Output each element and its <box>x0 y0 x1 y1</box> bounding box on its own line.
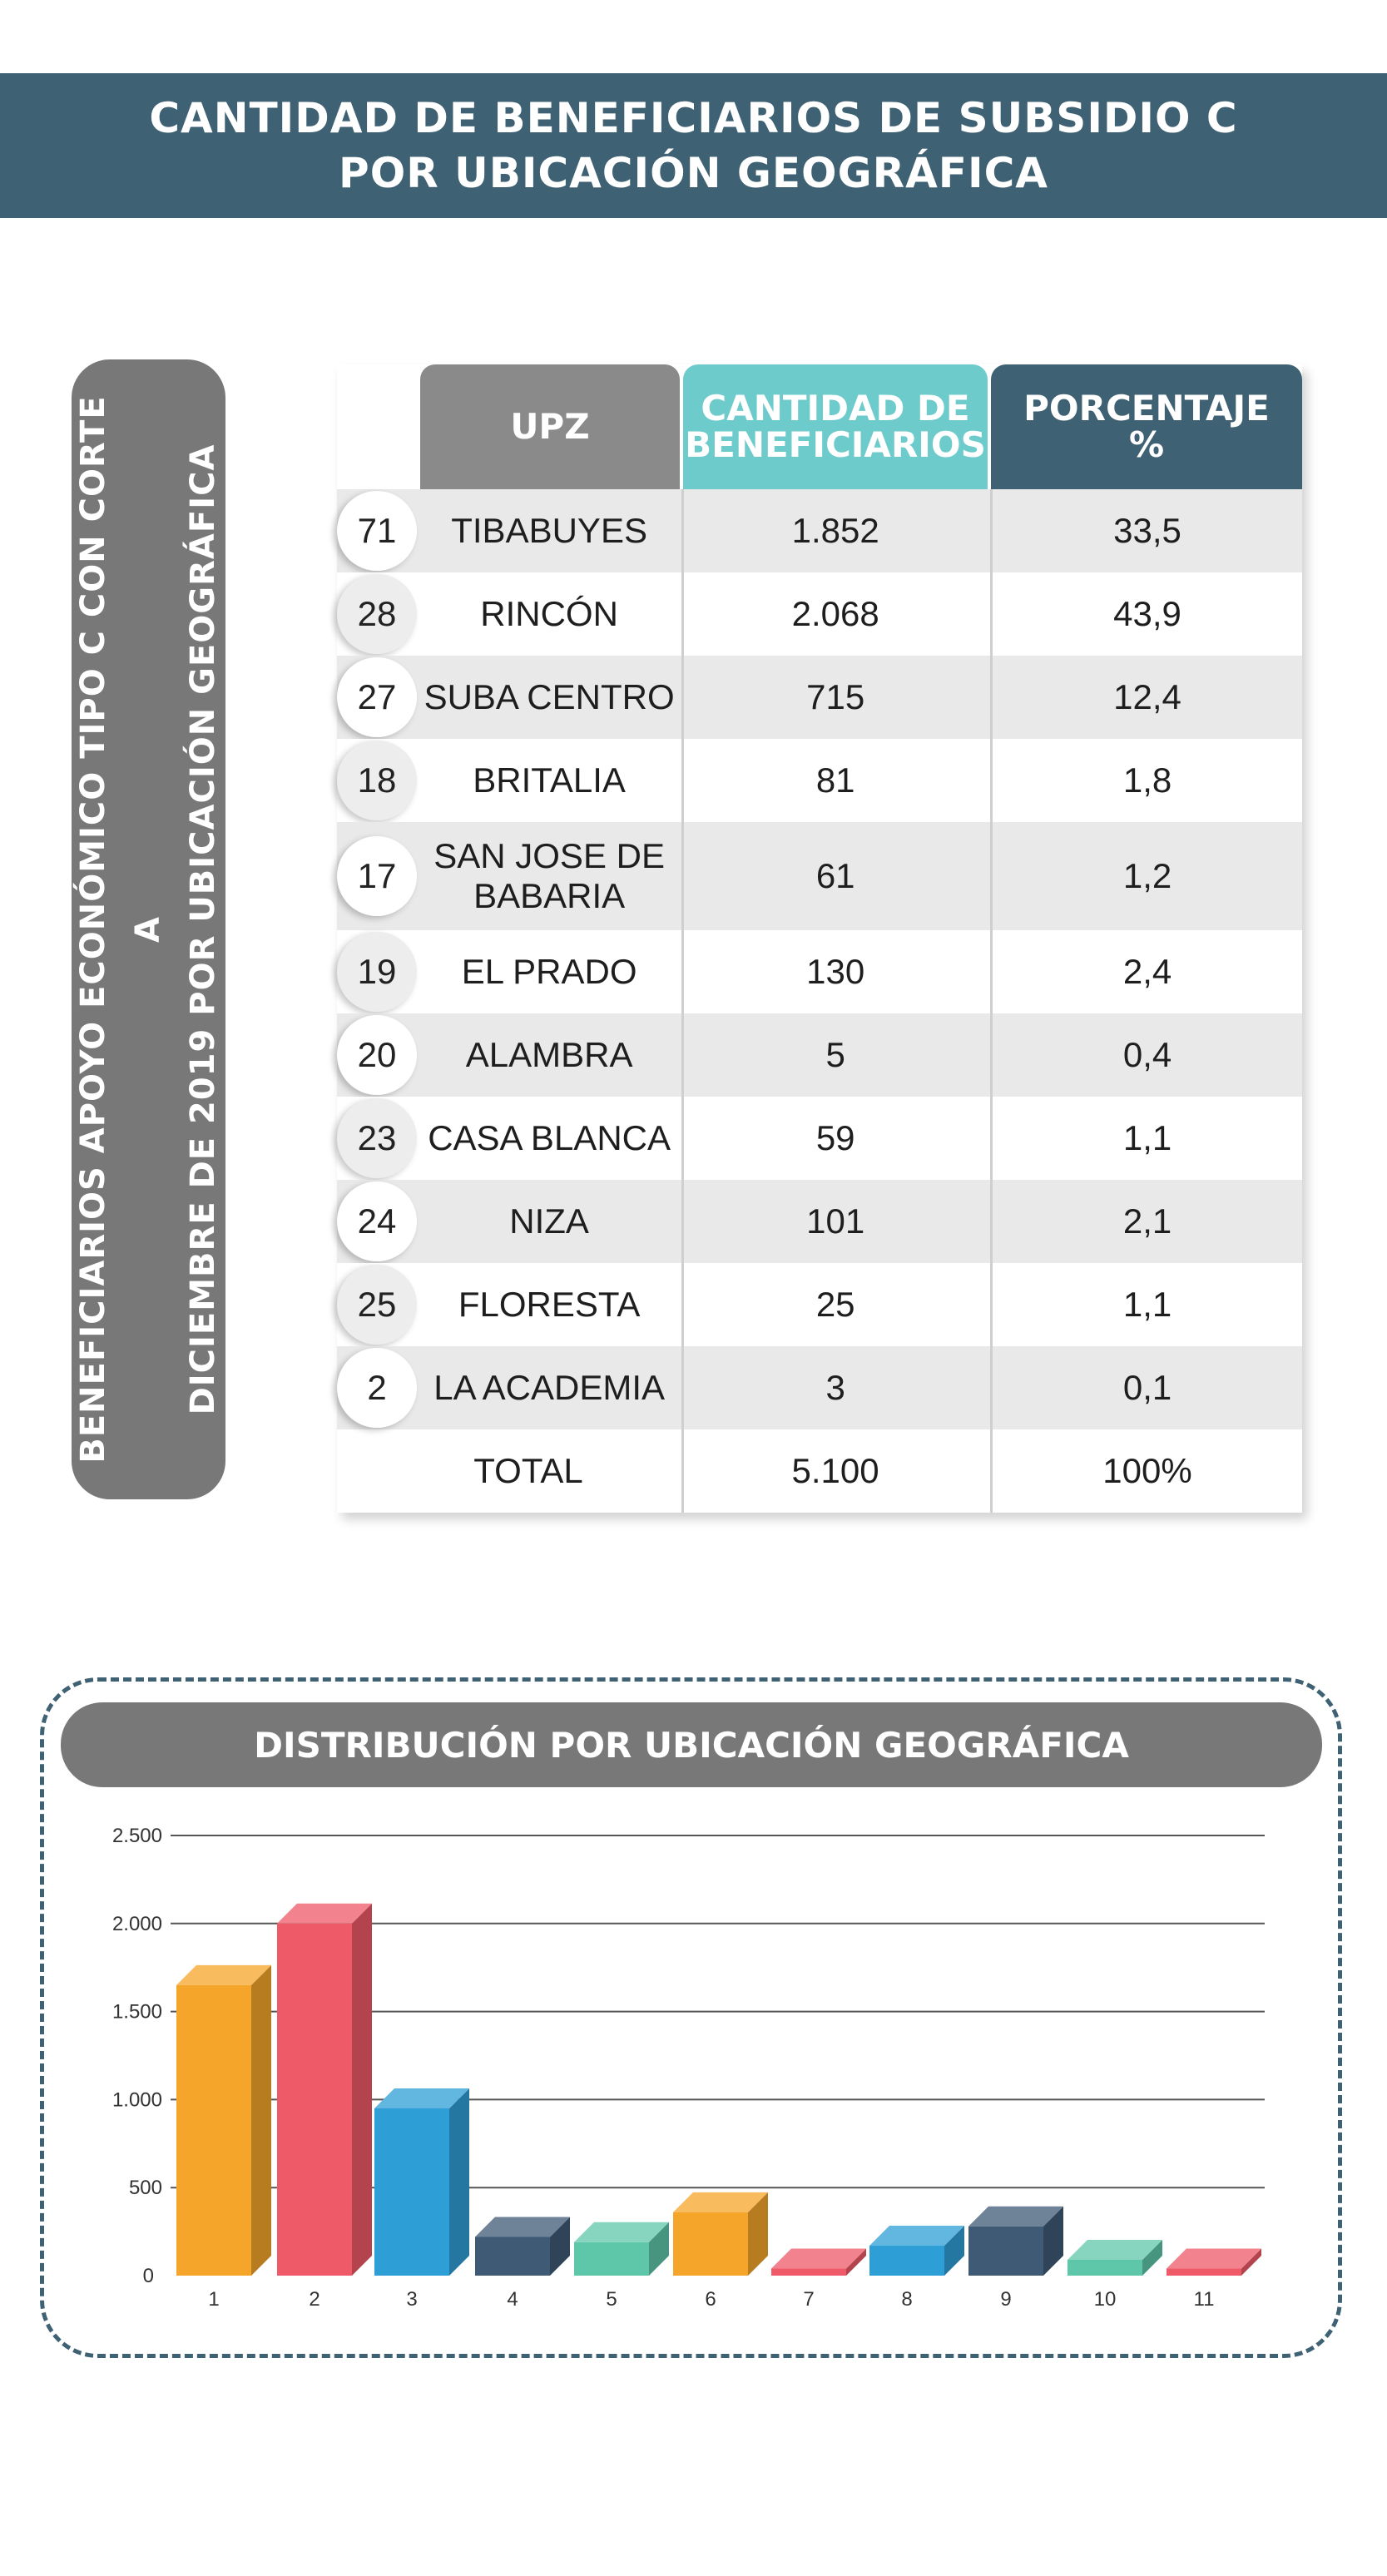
bar-front <box>1167 2269 1241 2276</box>
bar-front <box>574 2242 649 2276</box>
upz-name: BRITALIA <box>473 760 626 800</box>
upz-porcentaje: 2,4 <box>990 930 1302 1013</box>
upz-porcentaje: 0,4 <box>990 1013 1302 1097</box>
upz-name: EL PRADO <box>461 952 637 991</box>
bar-front <box>475 2237 550 2276</box>
x-tick-label: 6 <box>705 2288 716 2311</box>
x-tick-label: 5 <box>606 2288 617 2311</box>
upz-number: 19 <box>337 932 417 1012</box>
bar <box>1167 2249 1261 2276</box>
bar <box>574 2222 669 2276</box>
bar-front <box>673 2212 748 2276</box>
y-tick-label: 500 <box>128 2177 162 2200</box>
upz-porcentaje: 1,1 <box>990 1263 1302 1346</box>
upz-number: 20 <box>337 1015 417 1095</box>
x-tick-label: 10 <box>1093 2288 1117 2311</box>
upz-name: CASA BLANCA <box>428 1118 671 1157</box>
bar <box>1067 2240 1162 2276</box>
upz-cantidad: 101 <box>681 1180 987 1263</box>
y-tick-label: 1.500 <box>111 2000 162 2024</box>
y-tick-label: 2.500 <box>111 1825 162 1847</box>
bar-front <box>277 1924 352 2276</box>
bar-layer <box>176 1904 1261 2276</box>
upz-name: SUBA CENTRO <box>424 677 675 716</box>
upz-porcentaje: 43,9 <box>990 572 1302 656</box>
header-cantidad-line1: CANTIDAD DE <box>701 388 970 429</box>
upz-cantidad: 3 <box>681 1346 987 1429</box>
upz-number: 28 <box>337 574 417 654</box>
y-tick-label: 2.000 <box>111 1912 162 1935</box>
upz-number: 23 <box>337 1098 417 1178</box>
y-tick-label: 1.000 <box>111 2088 162 2112</box>
upz-name: NIZA <box>509 1201 589 1241</box>
upz-name: ALAMBRA <box>465 1035 633 1074</box>
upz-number: 24 <box>337 1181 417 1261</box>
x-tick-label: 7 <box>803 2288 815 2311</box>
x-tick-label: 1 <box>208 2288 220 2311</box>
x-tick-label: 2 <box>309 2288 320 2311</box>
header-porcentaje-line1: PORCENTAJE <box>1023 388 1270 429</box>
upz-number: 71 <box>337 491 417 571</box>
header-upz: UPZ <box>420 364 680 489</box>
bar-side <box>449 2088 469 2276</box>
bar-side <box>251 1965 271 2276</box>
header-porcentaje-line2: % <box>1128 424 1165 465</box>
bar-front <box>374 2108 449 2276</box>
upz-cantidad: 61 <box>681 822 987 930</box>
chart-title: DISTRIBUCIÓN POR UBICACIÓN GEOGRÁFICA <box>61 1702 1322 1787</box>
side-label-line1: BENEFICIARIOS APOYO ECONÓMICO TIPO C CON CORTE A <box>74 395 167 1464</box>
bar-side <box>352 1904 372 2276</box>
upz-cantidad: 59 <box>681 1097 987 1180</box>
page-title-line2: POR UBICACIÓN GEOGRÁFICA <box>339 149 1048 197</box>
bar <box>277 1904 372 2276</box>
page-title-line1: CANTIDAD DE BENEFICIARIOS DE SUBSIDIO C <box>149 94 1238 142</box>
upz-name: LA ACADEMIA <box>433 1368 665 1407</box>
bar <box>673 2192 768 2276</box>
bar <box>176 1965 271 2276</box>
upz-number: 2 <box>337 1348 417 1428</box>
side-label-line2: DICIEMBRE DE 2019 POR UBICACIÓN GEOGRÁFICA <box>184 443 222 1415</box>
bar <box>869 2226 964 2276</box>
bar-front <box>968 2227 1043 2276</box>
total-porcentaje: 100% <box>990 1429 1302 1513</box>
upz-name: FLORESTA <box>458 1285 641 1324</box>
upz-name-line2: BABARIA <box>473 876 626 915</box>
x-tick-label: 4 <box>507 2288 518 2311</box>
x-tick-label: 9 <box>1000 2288 1012 2311</box>
upz-porcentaje: 1,8 <box>990 739 1302 822</box>
bar-front <box>869 2246 944 2276</box>
total-cantidad: 5.100 <box>681 1429 987 1513</box>
upz-name: TIBABUYES <box>451 511 647 550</box>
upz-cantidad: 25 <box>681 1263 987 1346</box>
bar-front <box>176 1985 251 2276</box>
y-tick-label: 0 <box>142 2265 154 2287</box>
bar <box>968 2207 1063 2276</box>
upz-number: 25 <box>337 1265 417 1345</box>
x-tick-label: 11 <box>1193 2288 1215 2311</box>
bar <box>475 2217 570 2276</box>
header-cantidad-line2: BENEFICIARIOS <box>685 424 986 465</box>
bar <box>374 2088 469 2276</box>
upz-porcentaje: 2,1 <box>990 1180 1302 1263</box>
upz-porcentaje: 33,5 <box>990 489 1302 572</box>
upz-porcentaje: 1,2 <box>990 822 1302 930</box>
x-tick-label: 3 <box>406 2288 418 2311</box>
upz-porcentaje: 1,1 <box>990 1097 1302 1180</box>
upz-name-line1: SAN JOSE DE <box>433 836 665 875</box>
upz-cantidad: 5 <box>681 1013 987 1097</box>
upz-cantidad: 2.068 <box>681 572 987 656</box>
x-tick-label: 8 <box>901 2288 913 2311</box>
upz-cantidad: 130 <box>681 930 987 1013</box>
bar <box>771 2249 866 2276</box>
upz-cantidad: 715 <box>681 656 987 739</box>
upz-cantidad: 81 <box>681 739 987 822</box>
upz-number: 27 <box>337 657 417 737</box>
upz-cantidad: 1.852 <box>681 489 987 572</box>
upz-number: 18 <box>337 741 417 820</box>
upz-name: RINCÓN <box>480 594 618 633</box>
total-label: TOTAL <box>473 1451 583 1490</box>
upz-porcentaje: 0,1 <box>990 1346 1302 1429</box>
upz-porcentaje: 12,4 <box>990 656 1302 739</box>
bar-front <box>1067 2260 1142 2276</box>
upz-number: 17 <box>337 836 417 916</box>
bar-front <box>771 2269 846 2276</box>
